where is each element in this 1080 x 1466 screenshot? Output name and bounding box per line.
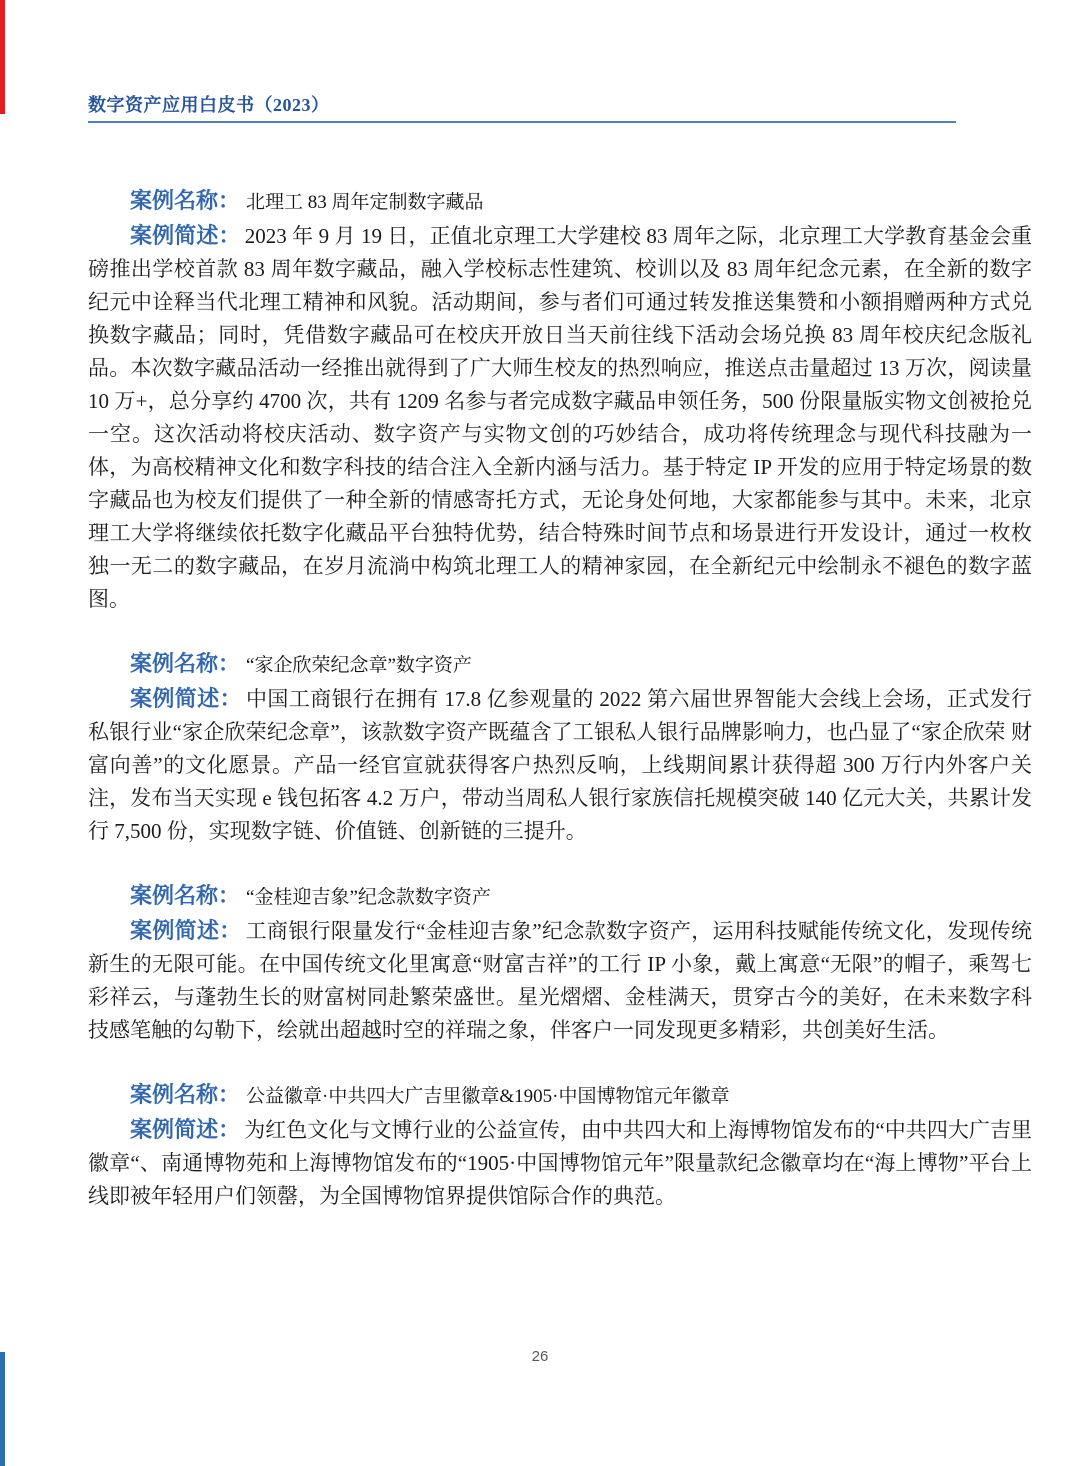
case-name-label: 案例名称： <box>130 188 241 213</box>
case-desc-label: 案例简述： <box>130 686 243 711</box>
case-desc-label: 案例简述： <box>130 918 242 943</box>
case-name-label: 案例名称： <box>130 883 241 908</box>
case-desc-text: 工商银行限量发行“金桂迎吉象”纪念款数字资产，运用科技赋能传统文化，发现传统新生的无限可能。在中国传统文化里寓意“财富吉祥”的工行 IP 小象，戴上寓意“无限”的帽子，乘驾七彩祥云，与蓬勃生长的财富树同赴繁荣盛世。星光熠熠、金桂满天，贯穿古今的美好，在未来数字科技感笔触的勾勒下，绘就出超越时空的祥瑞之象，伴客户一同发现更多精彩，共创美好生活。 <box>88 919 1032 1042</box>
header-divider-rule <box>88 121 956 123</box>
case-description <box>88 682 1032 848</box>
case-description <box>88 914 1032 1047</box>
case-name-line <box>88 647 1032 682</box>
case-description <box>88 1113 1032 1213</box>
case-section-1 <box>88 184 1032 616</box>
page-header <box>88 94 956 123</box>
case-desc-text: 为红色文化与文博行业的公益宣传，由中共四大和上海博物馆发布的“中共四大广吉里徽章“、南通博物苑和上海博物馆发布的“1905·中国博物馆元年”限量款纪念徽章均在“海上博物”平台上线即被年轻用户们领罄，为全国博物馆界提供馆际合作的典范。 <box>88 1118 1032 1208</box>
case-name-text: 公益徽章·中共四大广吉里徽章&1905·中国博物馆元年徽章 <box>246 1086 730 1107</box>
case-name-label: 案例名称： <box>130 651 241 676</box>
page-number: 26 <box>531 1348 549 1365</box>
case-desc-label: 案例简述： <box>130 1117 241 1142</box>
case-section-4 <box>88 1078 1032 1213</box>
case-name-text: “家企欣荣纪念章”数字资产 <box>246 655 472 676</box>
case-name-text: “金桂迎吉象”纪念款数字资产 <box>246 887 491 908</box>
case-desc-text: 2023 年 9 月 19 日，正值北京理工大学建校 83 周年之际，北京理工大学教育基金会重磅推出学校首款 83 周年数字藏品，融入学校标志性建筑、校训以及 83 周年纪念元素，在全新的数字纪元中诠释当代北理工精神和风貌。活动期间，参与者们可通过转发推送集赞和小额捐赠两种方式兑换数字藏品；同时，凭借数字藏品可在校庆开放日当天前往线下活动会场兑换 83 周年校庆纪念版礼品。本次数字藏品活动一经推出就得到了广大师生校友的热烈响应，推送点击量超过 13 万次，阅读量 10 万+，总分享约 4700 次，共有 1209 名参与者完成数字藏品申领任务，500 份限量版实物文创被抢兑一空。这次活动将校庆活动、数字资产与实物文创的巧妙结合，成功将传统理念与现代科技融为一体，为高校精神文化和数字科技的结合注入全新内涵与活力。基于特定 IP 开发的应用于特定场景的数字藏品也为校友们提供了一种全新的情感寄托方式，无论身处何地，大家都能参与其中。未来，北京理工大学将继续依托数字化藏品平台独特优势，结合特殊时间节点和场景进行开发设计，通过一枚枚独一无二的数字藏品，在岁月流淌中构筑北理工人的精神家园，在全新纪元中绘制永不褪色的数字蓝图。 <box>88 224 1032 611</box>
case-name-label: 案例名称： <box>130 1082 241 1107</box>
case-section-2 <box>88 647 1032 848</box>
case-name-line <box>88 184 1032 219</box>
case-name-line <box>88 1078 1032 1113</box>
page-content <box>88 184 1032 1213</box>
case-description <box>88 219 1032 616</box>
case-name-line <box>88 879 1032 914</box>
page-edge-blue-mark <box>0 1352 5 1466</box>
page-edge-red-mark <box>0 0 5 114</box>
case-section-3 <box>88 879 1032 1047</box>
case-desc-text: 中国工商银行在拥有 17.8 亿参观量的 2022 第六届世界智能大会线上会场，正式发行私银行业“家企欣荣纪念章”，该款数字资产既蕴含了工银私人银行品牌影响力，也凸显了“家企欣荣 财富向善”的文化愿景。产品一经官宣就获得客户热烈反响，上线期间累计获得超 300 万行内外客户关注，发布当天实现 e 钱包拓客 4.2 万户，带动当周私人银行家族信托规模突破 140 亿元大关，共累计发行 7,500 份，实现数字链、价值链、创新链的三提升。 <box>88 687 1032 843</box>
case-desc-label: 案例简述： <box>130 223 241 248</box>
case-name-text: 北理工 83 周年定制数字藏品 <box>246 192 484 213</box>
page-header-title: 数字资产应用白皮书（2023） <box>88 95 330 115</box>
